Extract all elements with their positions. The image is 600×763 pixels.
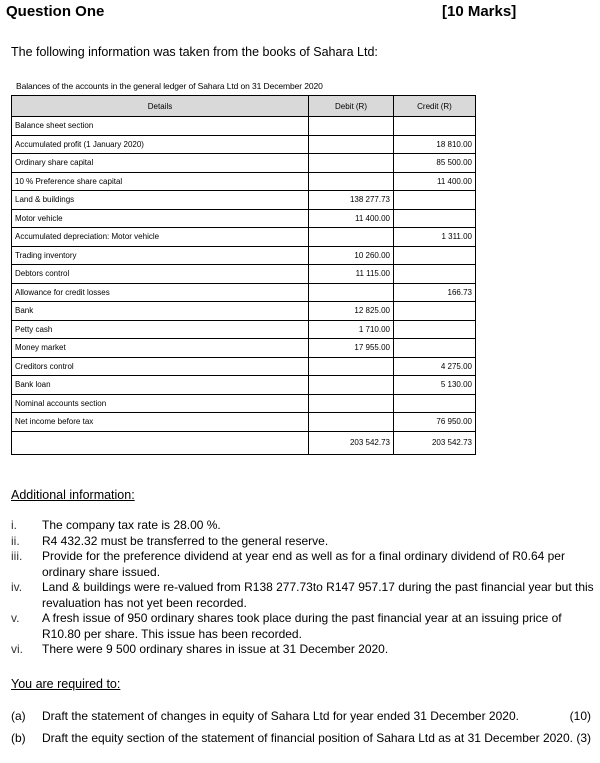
cell-debit: 11 400.00	[309, 209, 394, 228]
item-number: v.	[11, 611, 20, 625]
cell-credit	[394, 394, 476, 413]
table-row	[12, 394, 476, 413]
cell-credit: 85 500.00	[394, 154, 476, 173]
item-number: iv.	[11, 580, 23, 594]
cell-credit	[394, 117, 476, 136]
cell-credit	[394, 246, 476, 265]
item-text: Land & buildings were re-valued from R138 277.73to R147 957.17 during the past financial year but this revaluation has not yet been recorded.	[42, 580, 594, 610]
totals-row	[12, 431, 476, 454]
list-item	[11, 580, 597, 611]
intro-text: The following information was taken from the books of Sahara Ltd:	[11, 45, 378, 59]
item-text: R4 432.32 must be transferred to the general reserve.	[42, 533, 329, 548]
item-number: iii.	[11, 549, 23, 563]
list-item	[11, 642, 597, 658]
cell-details: Net income before tax	[12, 413, 309, 432]
cell-debit: 10 260.00	[309, 246, 394, 265]
ledger-table	[11, 95, 476, 455]
col-header-debit: Debit (R)	[309, 96, 394, 117]
item-text: The company tax rate is 28.00 %.	[42, 518, 221, 532]
cell-debit	[309, 357, 394, 376]
cell-details: 10 % Preference share capital	[12, 172, 309, 191]
task-marks: (3)	[576, 731, 591, 745]
table-header-row	[12, 96, 476, 117]
item-number: i.	[11, 518, 17, 532]
table-row	[12, 320, 476, 339]
cell-debit: 203 542.73	[309, 431, 394, 454]
cell-credit	[394, 191, 476, 210]
cell-credit: 4 275.00	[394, 357, 476, 376]
table-row	[12, 376, 476, 395]
cell-credit: 1 311.00	[394, 228, 476, 247]
task-text: Draft the statement of changes in equity of Sahara Ltd for year ended 31 December 2020.	[42, 709, 519, 723]
task-label: (a)	[11, 709, 26, 723]
cell-details: Balance sheet section	[12, 117, 309, 136]
table-row	[12, 246, 476, 265]
list-item	[11, 534, 597, 550]
table-row	[12, 154, 476, 173]
table-row	[12, 117, 476, 136]
cell-credit: 5 130.00	[394, 376, 476, 395]
table-row	[12, 413, 476, 432]
cell-details: Debtors control	[12, 265, 309, 284]
cell-debit	[309, 154, 394, 173]
cell-details: Nominal accounts section	[12, 394, 309, 413]
col-header-credit: Credit (R)	[394, 96, 476, 117]
cell-details: Accumulated depreciation: Motor vehicle	[12, 228, 309, 247]
cell-credit	[394, 302, 476, 321]
additional-info-list	[11, 518, 597, 658]
item-text: A fresh issue of 950 ordinary shares took place during the past financial year at an issuing price of R10.80 per share. This issue has been recorded.	[42, 611, 562, 641]
question-title: Question One	[6, 3, 105, 20]
cell-debit	[309, 117, 394, 136]
cell-details: Motor vehicle	[12, 209, 309, 228]
item-text: There were 9 500 ordinary shares in issue at 31 December 2020.	[42, 642, 389, 656]
cell-debit	[309, 394, 394, 413]
list-item	[11, 549, 597, 580]
cell-credit	[394, 339, 476, 358]
table-caption: Balances of the accounts in the general ledger of Sahara Ltd on 31 December 2020	[16, 81, 323, 91]
cell-debit	[309, 172, 394, 191]
cell-debit	[309, 376, 394, 395]
ledger-table-body	[12, 117, 476, 455]
table-row	[12, 283, 476, 302]
table-row	[12, 172, 476, 191]
cell-details: Accumulated profit (1 January 2020)	[12, 135, 309, 154]
table-row	[12, 135, 476, 154]
cell-debit: 17 955.00	[309, 339, 394, 358]
table-row	[12, 209, 476, 228]
cell-credit	[394, 320, 476, 339]
cell-debit	[309, 228, 394, 247]
task-marks: (10)	[569, 709, 591, 723]
cell-details: Ordinary share capital	[12, 154, 309, 173]
cell-debit: 1 710.00	[309, 320, 394, 339]
cell-debit	[309, 413, 394, 432]
ledger-table-container	[11, 95, 475, 474]
list-item	[11, 611, 597, 642]
cell-credit: 203 542.73	[394, 431, 476, 454]
cell-details: Land & buildings	[12, 191, 309, 210]
task-text: Draft the equity section of the statement of financial position of Sahara Ltd as at 31 December 2020.	[42, 731, 573, 745]
question-marks: [10 Marks]	[442, 3, 517, 20]
cell-details	[12, 431, 309, 454]
cell-details: Trading inventory	[12, 246, 309, 265]
table-row	[12, 357, 476, 376]
cell-debit: 138 277.73	[309, 191, 394, 210]
cell-details: Petty cash	[12, 320, 309, 339]
cell-debit: 11 115.00	[309, 265, 394, 284]
task-a	[11, 709, 591, 723]
cell-credit	[394, 209, 476, 228]
table-row	[12, 302, 476, 321]
cell-credit: 76 950.00	[394, 413, 476, 432]
list-item	[11, 518, 597, 534]
cell-credit: 18 810.00	[394, 135, 476, 154]
task-b	[11, 731, 591, 745]
cell-debit	[309, 135, 394, 154]
cell-debit	[309, 283, 394, 302]
col-header-details: Details	[12, 96, 309, 117]
item-number: ii.	[11, 533, 20, 548]
cell-credit: 166.73	[394, 283, 476, 302]
cell-details: Money market	[12, 339, 309, 358]
table-row	[12, 228, 476, 247]
table-row	[12, 339, 476, 358]
task-label: (b)	[11, 731, 26, 745]
additional-info-heading: Additional information:	[11, 488, 135, 502]
item-text: Provide for the preference dividend at year end as well as for a final ordinary dividend of R0.64 per ordinary share issued.	[42, 549, 565, 579]
cell-debit: 12 825.00	[309, 302, 394, 321]
cell-details: Creditors control	[12, 357, 309, 376]
cell-credit: 11 400.00	[394, 172, 476, 191]
required-heading: You are required to:	[11, 677, 121, 691]
table-row	[12, 265, 476, 284]
cell-details: Allowance for credit losses	[12, 283, 309, 302]
cell-details: Bank	[12, 302, 309, 321]
cell-details: Bank loan	[12, 376, 309, 395]
item-number: vi.	[11, 642, 23, 656]
cell-credit	[394, 265, 476, 284]
table-row	[12, 191, 476, 210]
